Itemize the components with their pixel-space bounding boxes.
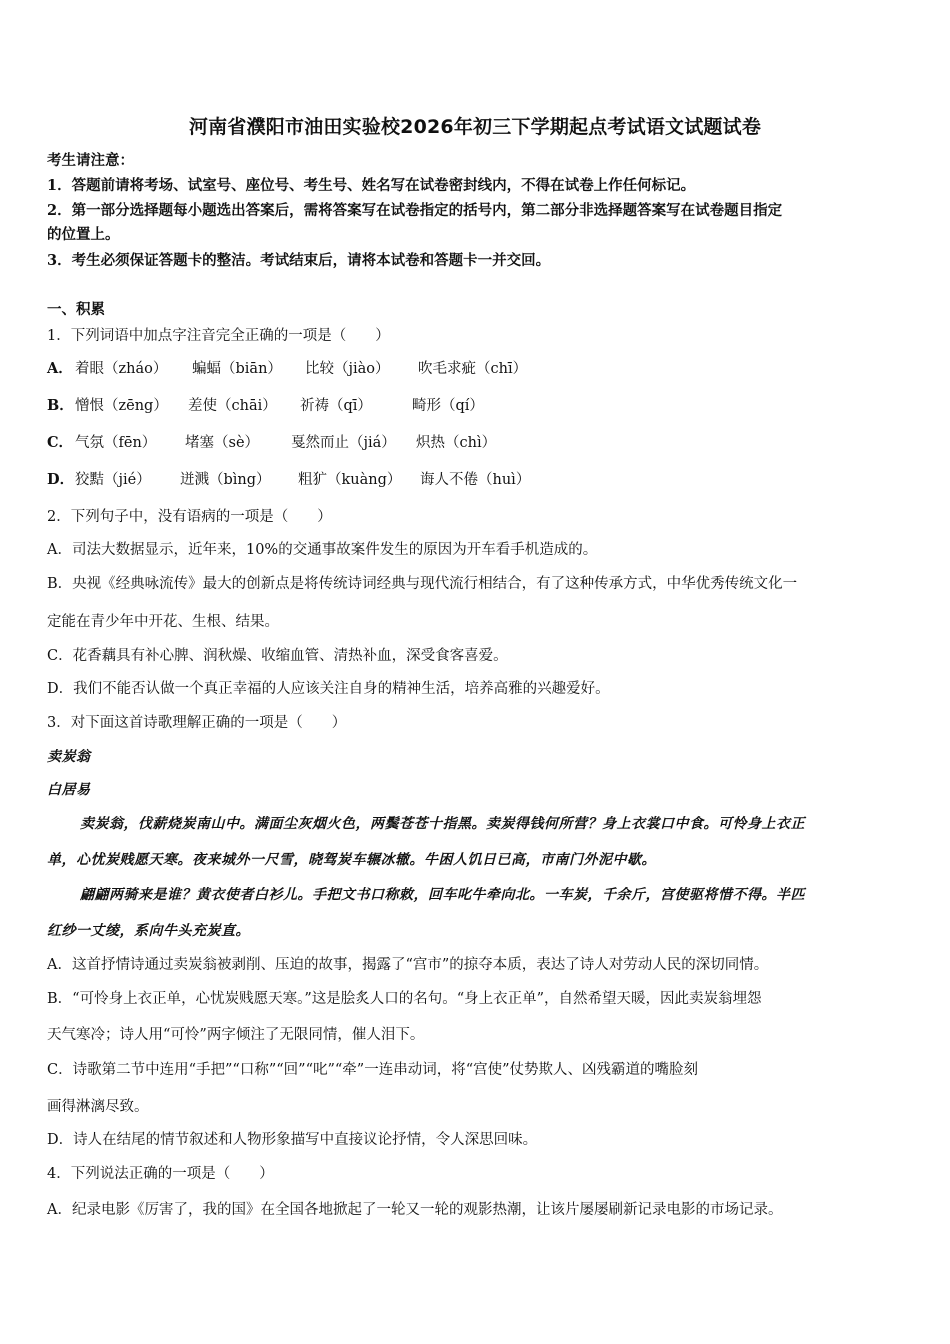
q4-stem: 4．下列说法正确的一项是（ ） <box>47 1166 274 1182</box>
poem-line: 红纱一丈绫，系向牛头充炭直。 <box>47 923 250 939</box>
q1-option-d <box>47 469 910 491</box>
option-word: 祈祷（qī） <box>300 398 372 414</box>
option-label: A． <box>47 360 73 377</box>
q1-option-a <box>47 358 910 380</box>
notice-heading: 考生请注意： <box>47 152 134 169</box>
poem-author: 白居易 <box>47 782 91 798</box>
poem-title: 卖炭翁 <box>47 749 91 765</box>
q2-option-b: B．央视《经典咏流传》最大的创新点是将传统诗词经典与现代流行相结合，有了这种传承方式，中华优秀传统文化一 <box>47 576 798 592</box>
q2-option-a: A．司法大数据显示，近年来，10%的交通事故案件发生的原因为开车看手机造成的。 <box>47 542 598 558</box>
q3-option-b: B．“可怜身上衣正单，心忧炭贱愿天寒。”这是脍炙人口的名句。“身上衣正单”，自然希望天暖，因此卖炭翁埋怨 <box>47 991 762 1007</box>
page-title: 河南省濮阳市油田实验校2026年初三下学期起点考试语文试题试卷 <box>188 116 762 138</box>
q2-option-d: D．我们不能否认做一个真正幸福的人应该关注自身的精神生活，培养高雅的兴趣爱好。 <box>47 681 610 697</box>
q3-option-d: D．诗人在结尾的情节叙述和人物形象描写中直接议论抒情，令人深思回味。 <box>47 1132 538 1148</box>
q1-option-b <box>47 395 910 417</box>
q3-option-c: C．诗歌第二节中连用“手把”“口称”“回”“叱”“牵”一连串动词，将“宫使”仗势欺人、凶残霸道的嘴脸刻 <box>47 1062 699 1078</box>
q2-stem: 2．下列句子中，没有语病的一项是（ ） <box>47 509 332 525</box>
option-word: 比较（jiào） <box>305 361 390 377</box>
notice-item-1: 1．答题前请将考场、试室号、座位号、考生号、姓名写在试卷密封线内，不得在试卷上作任何标记。 <box>47 177 696 194</box>
q1-option-c <box>47 432 910 454</box>
q3-stem: 3．对下面这首诗歌理解正确的一项是（ ） <box>47 715 347 731</box>
option-word: 粗犷（kuàng） <box>298 472 402 488</box>
poem-line: 翩翩两骑来是谁？黄衣使者白衫儿。手把文书口称敕，回车叱牛牵向北。一车炭，千余斤，宫使驱将惜不得。半匹 <box>80 887 805 903</box>
notice-item-3: 3．考生必须保证答题卡的整洁。考试结束后，请将本试卷和答题卡一并交回。 <box>47 252 551 269</box>
option-label: B． <box>47 397 74 414</box>
option-word: 憎恨（zēng） <box>75 398 168 414</box>
q2-option-c: C．花香藕具有补心脾、润秋燥、收缩血管、清热补血，深受食客喜爱。 <box>47 648 508 664</box>
q3-option-c-cont: 画得淋漓尽致。 <box>47 1099 149 1115</box>
q1-stem: 1．下列词语中加点字注音完全正确的一项是（ ） <box>47 328 390 344</box>
option-word: 蝙蝠（biān） <box>192 361 282 377</box>
section-heading: 一、积累 <box>47 301 105 318</box>
option-word: 迸溅（bìng） <box>180 472 271 488</box>
notice-item-2: 2．第一部分选择题每小题选出答案后，需将答案写在试卷指定的括号内，第二部分非选择题答案写在试卷题目指定 <box>47 202 783 219</box>
option-word: 吹毛求疵（chī） <box>418 361 528 377</box>
poem-line: 单，心忧炭贱愿天寒。夜来城外一尺雪，晓驾炭车辗冰辙。牛困人饥日已高，市南门外泥中歇。 <box>47 852 656 868</box>
option-word: 炽热（chì） <box>416 435 497 451</box>
option-word: 戛然而止（jiá） <box>291 435 396 451</box>
q2-option-b-cont: 定能在青少年中开花、生根、结果。 <box>47 614 279 630</box>
q4-option-a: A．纪录电影《厉害了，我的国》在全国各地掀起了一轮又一轮的观影热潮，让该片屡屡刷新记录电影的市场记录。 <box>47 1202 783 1218</box>
q3-option-b-cont: 天气寒冷；诗人用“可怜”两字倾注了无限同情，催人泪下。 <box>47 1027 425 1043</box>
option-word: 差使（chāi） <box>188 398 277 414</box>
option-word: 诲人不倦（huì） <box>420 472 531 488</box>
notice-item-2-cont: 的位置上。 <box>47 226 120 243</box>
option-label: C． <box>47 434 74 451</box>
poem-line: 卖炭翁，伐薪烧炭南山中。满面尘灰烟火色，两鬓苍苍十指黑。卖炭得钱何所营？身上衣裳口中食。可怜身上衣正 <box>80 816 805 832</box>
option-label: D． <box>47 471 75 488</box>
option-word: 堵塞（sè） <box>185 435 260 451</box>
option-word: 狡黠（jié） <box>75 472 151 488</box>
q3-option-a: A．这首抒情诗通过卖炭翁被剥削、压迫的故事，揭露了“宫市”的掠夺本质，表达了诗人对劳动人民的深切同情。 <box>47 957 769 973</box>
option-word: 气氛（fēn） <box>75 435 157 451</box>
option-word: 着眼（zháo） <box>75 361 168 377</box>
option-word: 畸形（qí） <box>412 398 484 414</box>
